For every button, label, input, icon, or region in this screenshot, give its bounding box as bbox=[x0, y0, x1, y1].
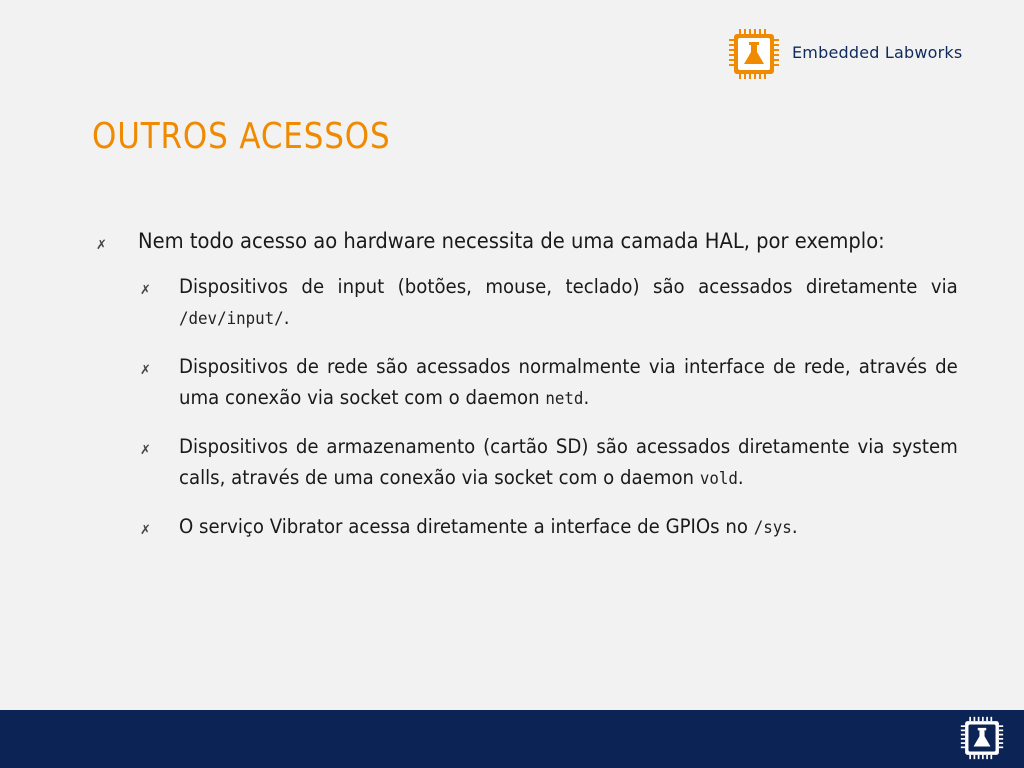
code-path: /sys bbox=[753, 518, 792, 538]
code-daemon: netd bbox=[545, 389, 584, 409]
slide-content bbox=[96, 226, 958, 544]
flask-chip-logo-icon bbox=[960, 716, 1004, 760]
sub-bullet-item bbox=[96, 511, 958, 544]
bullet-icon: ✗ bbox=[140, 523, 151, 538]
sub-bullet-text: O serviço Vibrator acessa diretamente a interface de GPIOs no /sys. bbox=[179, 515, 798, 538]
bullet-icon: ✗ bbox=[140, 283, 151, 298]
code-daemon: vold bbox=[699, 469, 738, 489]
flask-chip-logo-icon bbox=[728, 28, 780, 80]
bullet-item bbox=[96, 226, 958, 257]
bullet-icon: ✗ bbox=[96, 238, 107, 253]
sub-bullet-item bbox=[96, 271, 958, 335]
sub-bullet-text: Dispositivos de armazenamento (cartão SD) são acessados diretamente via system calls, através de uma conexão via socket com o daemon vold. bbox=[179, 435, 958, 489]
footer-bar bbox=[0, 710, 1024, 768]
brand-name: Embedded Labworks bbox=[792, 43, 963, 62]
code-path: /dev/input/ bbox=[179, 309, 284, 329]
bullet-icon: ✗ bbox=[140, 363, 151, 378]
sub-bullet-item bbox=[96, 351, 958, 415]
bullet-icon: ✗ bbox=[140, 443, 151, 458]
sub-bullet-text: Dispositivos de input (botões, mouse, teclado) são acessados diretamente via /dev/input/. bbox=[179, 275, 958, 329]
sub-bullet-item bbox=[96, 431, 958, 495]
bullet-text: Nem todo acesso ao hardware necessita de uma camada HAL, por exemplo: bbox=[138, 229, 885, 253]
sub-bullet-text: Dispositivos de rede são acessados normalmente via interface de rede, através de uma conexão via socket com o daemon netd. bbox=[179, 355, 958, 409]
slide-title: OUTROS ACESSOS bbox=[92, 116, 391, 157]
